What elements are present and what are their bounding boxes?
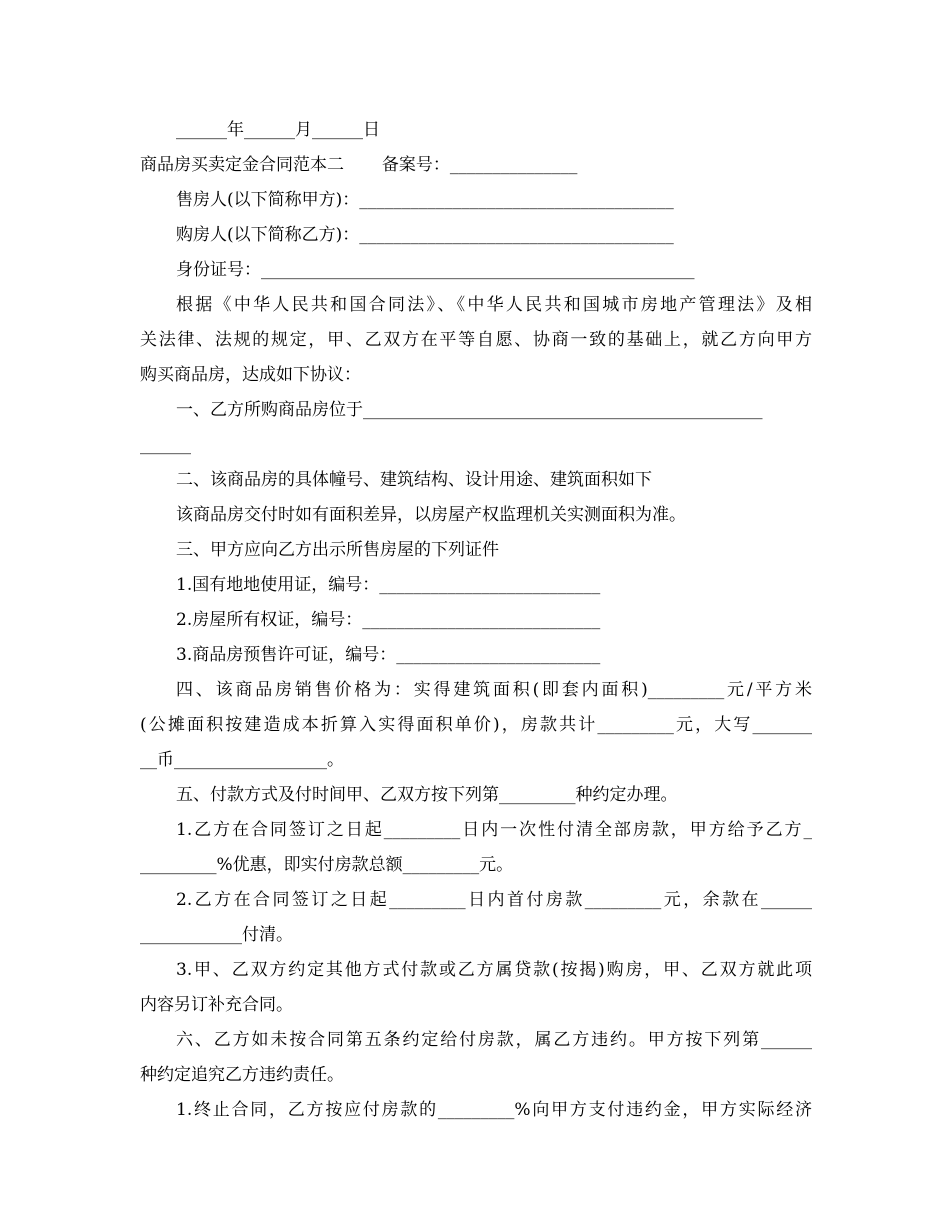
payment-option-3-continuation: 内容另订补充合同。 <box>140 995 293 1015</box>
payment-option-1-line: 1.乙方在合同签订之日起_________日内一次性付清全部房款，甲方给予乙方_ <box>176 820 812 840</box>
buyer-line: 购房人(以下简称乙方)：_____________________________________ <box>176 225 674 245</box>
date-line: ______年______月______日 <box>176 120 380 140</box>
clause-4-continuation: (公摊面积按建造成本折算入实得面积单价)，房款共计_________元，大写_______ <box>140 715 812 735</box>
clause-5-line: 五、付款方式及付时间甲、乙双方按下列第_________种约定办理。 <box>176 785 678 805</box>
certificate-2-line: 2.房屋所有权证，编号：____________________________ <box>176 610 601 630</box>
payment-option-1-continuation: _________%优惠，即实付房款总额_________元。 <box>140 855 514 875</box>
clause-4-continuation: __币__________________。 <box>140 750 344 770</box>
paragraph-line: 购买商品房，达成如下协议： <box>140 365 361 385</box>
id-number-line: 身份证号：___________________________________________________ <box>176 260 695 280</box>
clause-2-note: 该商品房交付时如有面积差异，以房屋产权监理机关实测面积为准。 <box>176 505 686 525</box>
certificate-1-line: 1.国有地地使用证，编号：__________________________ <box>176 575 601 595</box>
clause-1-line: 一、乙方所购商品房位于_______________________________________________ <box>176 400 763 420</box>
payment-option-2-continuation: ____________付清。 <box>140 925 293 945</box>
clause-1-continuation: ______ <box>140 435 191 455</box>
clause-4-line: 四、该商品房销售价格为：实得建筑面积(即套内面积)_________元/平方米 <box>176 680 812 700</box>
seller-line: 售房人(以下简称甲方)：_____________________________________ <box>176 190 674 210</box>
clause-2-line: 二、该商品房的具体幢号、建筑结构、设计用途、建筑面积如下 <box>176 470 652 490</box>
payment-option-2-line: 2.乙方在合同签订之日起_________日内首付房款_________元，余款在______ <box>176 890 812 910</box>
clause-6-continuation: 种约定追究乙方违约责任。 <box>140 1065 344 1085</box>
paragraph-line: 关法律、法规的规定，甲、乙双方在平等自愿、协商一致的基础上，就乙方向甲方 <box>140 330 812 350</box>
clause-3-line: 三、甲方应向乙方出示所售房屋的下列证件 <box>176 540 499 560</box>
penalty-option-1-line: 1.终止合同，乙方按应付房款的_________%向甲方支付违约金，甲方实际经济 <box>176 1100 812 1120</box>
payment-option-3-line: 3.甲、乙双方约定其他方式付款或乙方属贷款(按揭)购房，甲、乙双方就此项 <box>176 960 812 980</box>
clause-6-line: 六、乙方如未按合同第五条约定给付房款，属乙方违约。甲方按下列第______ <box>176 1030 812 1050</box>
contract-title-line: 商品房买卖定金合同范本二 备案号：_______________ <box>140 155 578 175</box>
certificate-3-line: 3.商品房预售许可证，编号：________________________ <box>176 645 601 665</box>
paragraph-line: 根据《中华人民共和国合同法》、《中华人民共和国城市房地产管理法》及相 <box>176 295 812 315</box>
